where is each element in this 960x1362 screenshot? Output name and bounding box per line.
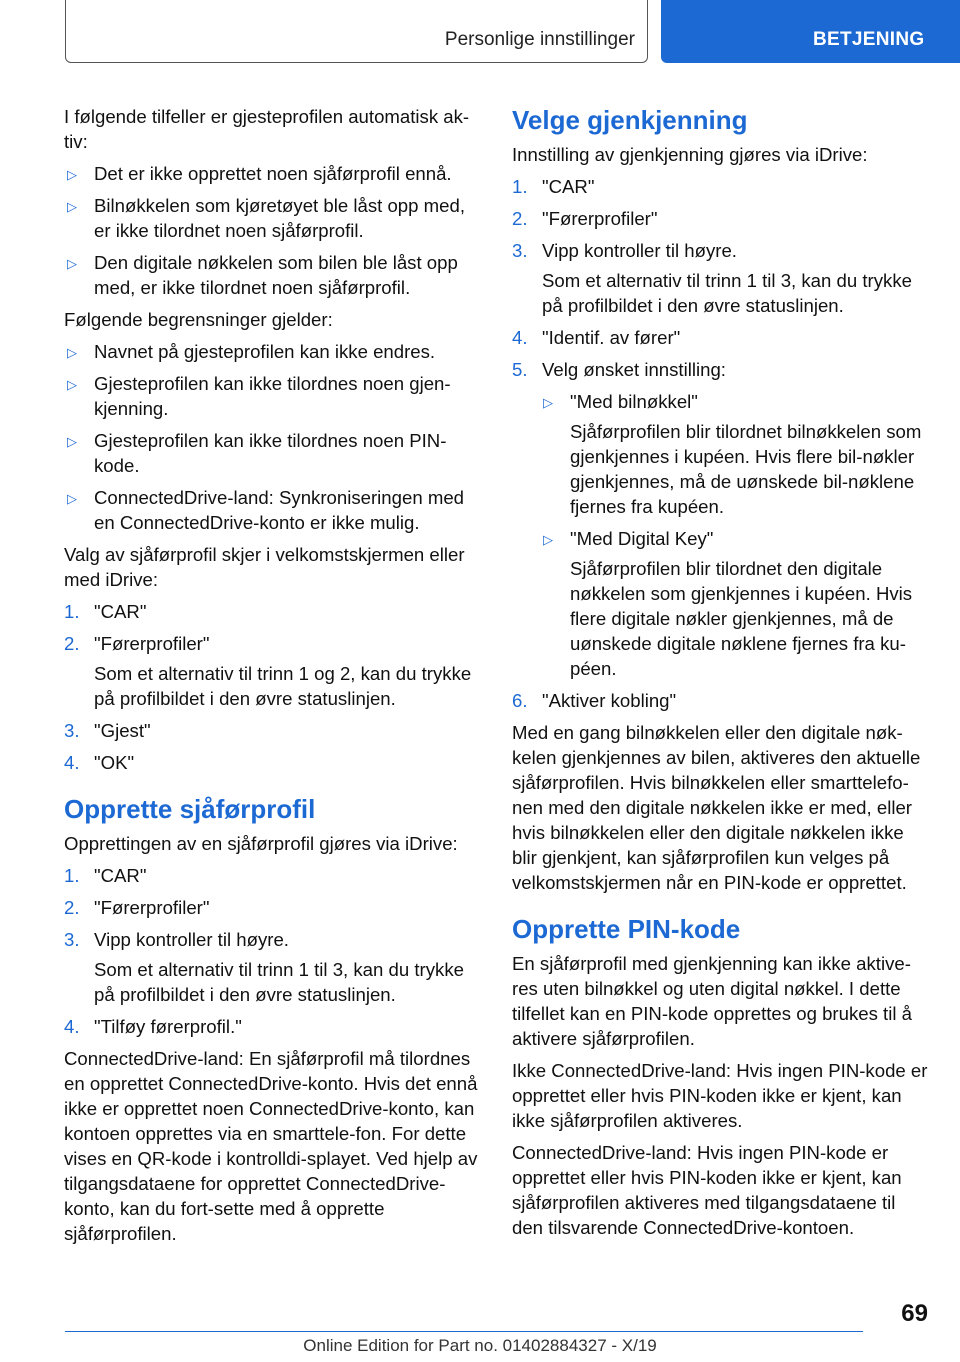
step-item: 1. "CAR" bbox=[512, 176, 595, 197]
header-chapter-title: BETJENING bbox=[813, 29, 925, 50]
triangle-bullet-icon: ▷ bbox=[67, 491, 77, 506]
step-item: 2. "Førerprofiler" bbox=[512, 208, 658, 229]
select-profile-intro: Valg av sjåførprofil skjer i velkomstskjermen eller med iDrive: bbox=[64, 544, 465, 590]
edition-text: Online Edition for Part no. 01402884327 - X/19 bbox=[303, 1336, 657, 1355]
option-description: Sjåførprofilen blir tilordnet bilnøkkelen som gjenkjennes i kupéen. Hvis flere bil-nøkler gjenkjennes, må de uønskede bil-nøklene fjernes fra kupéen. bbox=[570, 421, 922, 517]
recognition-heading: Velge gjenkjenning bbox=[512, 105, 748, 135]
step-note: Som et alternativ til trinn 1 til 3, kan du trykke på profilbildet i den øvre statuslinjen. bbox=[542, 270, 912, 316]
step-note: Som et alternativ til trinn 1 og 2, kan du trykke på profilbildet i den øvre statuslinjen. bbox=[94, 663, 472, 709]
step-item: 1. "CAR" bbox=[64, 865, 147, 886]
step-item: 4. "Identif. av fører" bbox=[512, 327, 681, 348]
option-item: ▷ "Med Digital Key" bbox=[512, 526, 928, 551]
list-item: ▷ Navnet på gjesteprofilen kan ikke endres. bbox=[64, 339, 480, 364]
step-number: 1. bbox=[512, 176, 528, 197]
create-profile-intro: Opprettingen av en sjåførprofil gjøres via iDrive: bbox=[64, 833, 458, 854]
step-number: 4. bbox=[64, 752, 80, 773]
step-item: 3. Vipp kontroller til høyre. bbox=[64, 929, 289, 950]
triangle-bullet-icon: ▷ bbox=[67, 167, 77, 182]
step-item: 3. Vipp kontroller til høyre. bbox=[512, 240, 737, 261]
right-column bbox=[512, 104, 928, 1247]
limits-intro: Følgende begrensninger gjelder: bbox=[64, 309, 333, 330]
step-number: 5. bbox=[512, 359, 528, 380]
create-profile-outro: ConnectedDrive-land: En sjåførprofil må tilordnes en opprettet ConnectedDrive-konto. Hvis det ennå ikke er opprettet noen ConnectedDrive-konto, kan kontoen opprettes via en smarttele-fon. For dette vises en QR-kode i kontrolldi-splayet. Ved hjelp av tilgangsdataene for opprettet ConnectedDrive-konto, kan du fort-sette med å opprette sjåførprofilen. bbox=[64, 1048, 478, 1244]
recognition-intro: Innstilling av gjenkjenning gjøres via iDrive: bbox=[512, 144, 868, 165]
step-item: 3. "Gjest" bbox=[64, 720, 151, 741]
left-column bbox=[64, 104, 480, 1253]
step-item: 1. "CAR" bbox=[64, 601, 147, 622]
header-section-title: Personlige innstillinger bbox=[444, 29, 635, 50]
create-profile-heading: Opprette sjåførprofil bbox=[64, 794, 316, 824]
pin-paragraph-3: ConnectedDrive-land: Hvis ingen PIN-kode er opprettet eller hvis PIN-koden ikke er kjent, kan sjåførprofilen aktiveres med tilgangsdataene til den tilsvarende ConnectedDrive-kontoen. bbox=[512, 1142, 902, 1238]
option-item: ▷ "Med bilnøkkel" bbox=[512, 389, 928, 414]
list-item: ▷ Gjesteprofilen kan ikke tilordnes noen gjen-kjenning. bbox=[67, 373, 451, 419]
header-section-box bbox=[65, 0, 648, 63]
step-number: 6. bbox=[512, 690, 528, 711]
list-item: ▷ ConnectedDrive-land: Synkroniseringen med en ConnectedDrive-konto er ikke mulig. bbox=[67, 487, 465, 533]
step-number: 2. bbox=[512, 208, 528, 229]
step-item: 4. "Tilføy førerprofil." bbox=[64, 1016, 242, 1037]
triangle-bullet-icon: ▷ bbox=[67, 345, 77, 360]
triangle-bullet-icon: ▷ bbox=[543, 395, 553, 410]
pin-paragraph-2: Ikke ConnectedDrive-land: Hvis ingen PIN-kode er opprettet eller hvis PIN-koden ikke er kjent, kan ikke sjåførprofilen aktiveres. bbox=[512, 1060, 928, 1131]
header-chapter-tab bbox=[661, 0, 960, 63]
step-item: 4. "OK" bbox=[64, 752, 135, 773]
triangle-bullet-icon: ▷ bbox=[543, 532, 553, 547]
recognition-steps bbox=[512, 174, 928, 713]
page-number: 69 bbox=[901, 1300, 928, 1327]
step-item: 6. "Aktiver kobling" bbox=[512, 690, 677, 711]
step-item: 2. "Førerprofiler" bbox=[64, 897, 210, 918]
step-number: 1. bbox=[64, 601, 80, 622]
guest-auto-list bbox=[64, 161, 480, 300]
step-number: 4. bbox=[64, 1016, 80, 1037]
step-number: 2. bbox=[64, 633, 80, 654]
pin-heading: Opprette PIN-kode bbox=[512, 914, 741, 944]
pin-paragraph-1: En sjåførprofil med gjenkjenning kan ikke aktive-res uten bilnøkkel og uten digital nøkkel. I dette tilfellet kan en PIN-kode opprettes og brukes til å aktivere sjåførprofilen. bbox=[512, 953, 912, 1049]
step-number: 3. bbox=[64, 720, 80, 741]
recognition-outro: Med en gang bilnøkkelen eller den digitale nøk-kelen gjenkjennes av bilen, aktiveres den aktuelle sjåførprofilen. Hvis bilnøkkelen eller smarttelefo-nen med den digitale nøkkelen ikke er med, eller hvis bilnøkkelen eller den digitale nøkkelen ikke blir gjenkjent, kan sjåførprofilen kun velges på velkomstskjermen når en PIN-kode er opprettet. bbox=[512, 722, 921, 893]
option-description: Sjåførprofilen blir tilordnet den digitale nøkkelen som gjenkjennes i kupéen. Hvis flere digitale nøkler gjenkjennes, må de uønskede digitale nøklene fjernes fra ku-péen. bbox=[570, 558, 913, 679]
step-number: 1. bbox=[64, 865, 80, 886]
step-item: 5. Velg ønsket innstilling: bbox=[512, 359, 726, 380]
list-item: ▷ Den digitale nøkkelen som bilen ble låst opp med, er ikke tilordnet noen sjåførprofil. bbox=[67, 252, 458, 298]
limits-list bbox=[64, 339, 480, 535]
step-number: 4. bbox=[512, 327, 528, 348]
guest-auto-intro: I følgende tilfeller er gjesteprofilen automatisk ak-tiv: bbox=[64, 106, 470, 152]
footer-divider bbox=[65, 1331, 863, 1332]
step-note: Som et alternativ til trinn 1 til 3, kan du trykke på profilbildet i den øvre statuslinjen. bbox=[94, 959, 464, 1005]
triangle-bullet-icon: ▷ bbox=[67, 199, 77, 214]
select-profile-steps bbox=[64, 599, 480, 775]
list-item: ▷ Bilnøkkelen som kjøretøyet ble låst opp med, er ikke tilordnet noen sjåførprofil. bbox=[67, 195, 465, 241]
step-item: 2. "Førerprofiler" bbox=[64, 633, 210, 654]
step-number: 2. bbox=[64, 897, 80, 918]
step-number: 3. bbox=[512, 240, 528, 261]
triangle-bullet-icon: ▷ bbox=[67, 377, 77, 392]
step-number: 3. bbox=[64, 929, 80, 950]
footer-edition bbox=[0, 1336, 960, 1356]
list-item: ▷ Gjesteprofilen kan ikke tilordnes noen PIN-kode. bbox=[67, 430, 447, 476]
create-profile-steps bbox=[64, 863, 480, 1039]
list-item: ▷ Det er ikke opprettet noen sjåførprofil ennå. bbox=[64, 161, 480, 186]
triangle-bullet-icon: ▷ bbox=[67, 256, 77, 271]
triangle-bullet-icon: ▷ bbox=[67, 434, 77, 449]
